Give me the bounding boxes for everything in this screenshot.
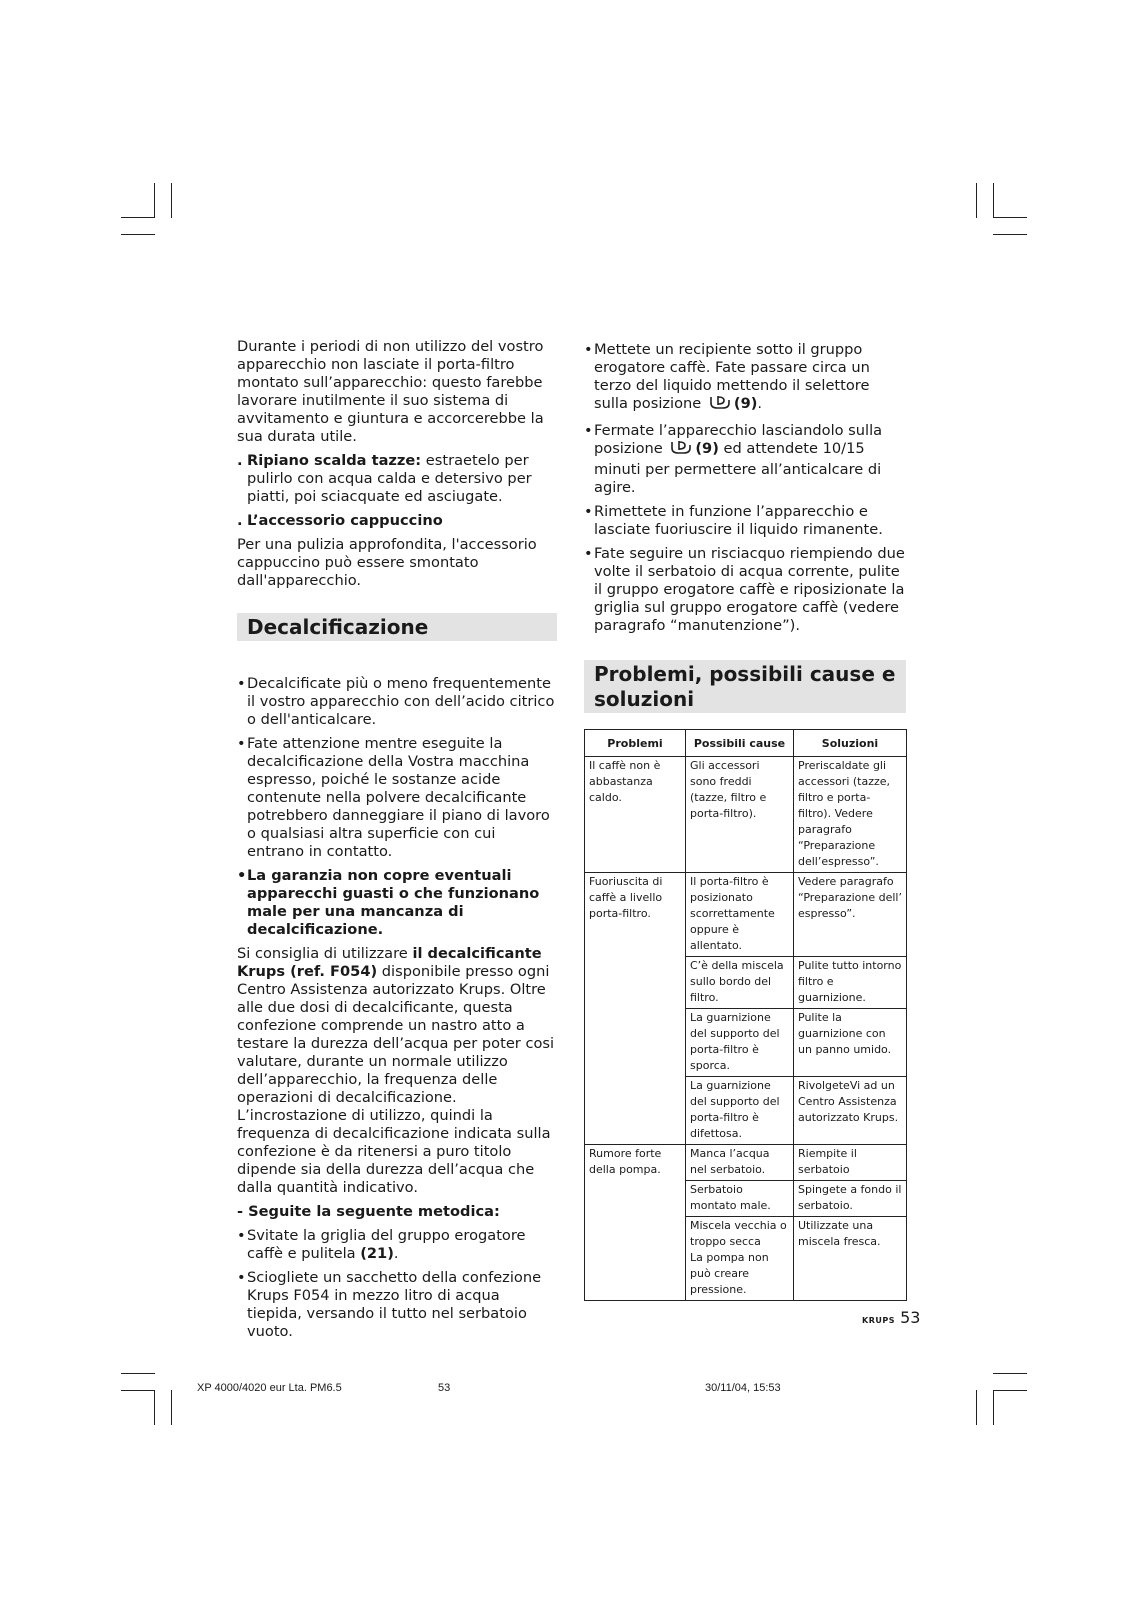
crop-mark-tl-v2 xyxy=(171,183,172,218)
intro-paragraph: Durante i periodi di non utilizzo del vostro apparecchio non lasciate il porta-filtro montato sull’apparecchio: questo farebbe lavorare inutilmente il suo sistema di avvitamento e giuntura e accorcerebbe la sua durata utile. xyxy=(237,338,544,445)
problem-cell-empty xyxy=(585,1217,686,1301)
descaler-paragraph xyxy=(237,945,557,1197)
ripiano-item xyxy=(237,452,557,506)
bullet-icon: • xyxy=(237,1227,246,1244)
list-item-text-end: . xyxy=(393,1245,399,1262)
list-item-text: Sciogliete un sacchetto della confezione Krups F054 in mezzo litro di acqua tiepida, versando il tutto nel serbatoio vuoto. xyxy=(247,1269,542,1340)
descaler-product: il decalcificante Krups (ref. F054) xyxy=(237,945,542,980)
cappuccino-paragraph: Per una pulizia approfondita, l'accessorio cappuccino può essere smontato dall'apparecchio. xyxy=(237,536,537,589)
list-item-text: Mettete un recipiente sotto il gruppo erogatore caffè. Fate passare circa un terzo del liquido mettendo il selettore sulla posizione xyxy=(594,341,870,412)
problem-cell-empty xyxy=(585,957,686,1009)
table-row xyxy=(585,1009,907,1077)
cause-cell: Il porta-filtro è posizionato scorrettamente oppure è allentato. xyxy=(686,873,794,957)
crop-mark-tl-h2 xyxy=(121,234,155,235)
list-item xyxy=(584,545,906,635)
bullet-icon: • xyxy=(237,675,246,692)
cause-cell xyxy=(686,1217,794,1301)
problem-cell-empty xyxy=(585,1009,686,1077)
cause-cell: Manca l’acqua nel serbatoio. xyxy=(686,1145,794,1181)
list-item-text: Rimettete in funzione l’apparecchio e lasciate fuoriuscire il liquido rimanente. xyxy=(594,503,883,538)
troubleshooting-table xyxy=(584,729,907,1301)
footer-page: 53 xyxy=(438,1382,451,1394)
bullet-icon: • xyxy=(584,341,593,358)
list-item-text: Fate seguire un risciacquo riempiendo due volte il serbatoio di acqua corrente, pulite il gruppo erogatore caffè e riposizionate la griglia sul gruppo erogatore caffè (vedere paragrafo “manutenzione”). xyxy=(594,545,905,634)
descaler-text-a: Si consiglia di utilizzare xyxy=(237,945,413,962)
list-item xyxy=(584,503,906,539)
problem-cell-empty xyxy=(585,1077,686,1145)
bullet-icon: • xyxy=(584,545,593,562)
page-number-brand xyxy=(862,1308,920,1327)
footer-file-info: XP 4000/4020 eur Lta. PM6.5 xyxy=(197,1382,342,1394)
crop-mark-tr-v2 xyxy=(993,183,994,218)
steam-selector-icon xyxy=(708,395,732,416)
cappuccino-item xyxy=(237,512,557,530)
crop-mark-tr-h1 xyxy=(993,217,1027,218)
list-marker: . xyxy=(237,452,243,469)
problem-cell: Rumore forte della pompa. xyxy=(585,1145,686,1181)
list-marker: . xyxy=(237,512,243,529)
crop-mark-br-v2 xyxy=(993,1390,994,1425)
bullet-icon: • xyxy=(584,503,593,520)
cause-line: Miscela vecchia o troppo secca xyxy=(690,1219,787,1248)
footer-date: 30/11/04, 15:53 xyxy=(705,1382,781,1394)
list-item xyxy=(237,1269,557,1341)
solution-cell: Pulite la guarnizione con un panno umido. xyxy=(794,1009,907,1077)
page-number: 53 xyxy=(900,1308,921,1327)
table-row xyxy=(585,873,907,957)
column-header: Problemi xyxy=(585,730,686,757)
list-item-text: Svitate la griglia del gruppo erogatore caffè e pulitela xyxy=(247,1227,526,1262)
bullet-icon: • xyxy=(237,1269,246,1286)
krups-logo: KRUPS xyxy=(862,1316,895,1325)
warranty-note xyxy=(237,867,557,939)
crop-mark-tl-h1 xyxy=(121,217,155,218)
list-item-text: Decalcificate più o meno frequentemente il vostro apparecchio con dell’acido citrico o dell'anticalcare. xyxy=(247,675,555,728)
crop-mark-br-v1 xyxy=(976,1390,977,1425)
bullet-icon: • xyxy=(237,735,246,752)
cause-cell: Serbatoio montato male. xyxy=(686,1181,794,1217)
list-item xyxy=(237,735,557,861)
list-item xyxy=(237,675,557,729)
solution-cell: Preriscaldate gli accessori (tazze, filtro e porta-filtro). Vedere paragrafo “Preparazione dell’espresso”. xyxy=(794,757,907,873)
solution-cell: Pulite tutto intorno filtro e guarnizione. xyxy=(794,957,907,1009)
cause-cell: La guarnizione del supporto del porta-filtro è difettosa. xyxy=(686,1077,794,1145)
crop-mark-br-h1 xyxy=(993,1373,1027,1374)
table-header-row xyxy=(585,730,907,757)
left-column xyxy=(237,338,557,1347)
column-header: Soluzioni xyxy=(794,730,907,757)
list-item-text: Fate attenzione mentre eseguite la decalcificazione della Vostra macchina espresso, poiché le sostanze acide contenute nella polvere decalcificante potrebbero danneggiare il piano di lavoro o qualsiasi altra superficie con cui entrano in contatto. xyxy=(247,735,550,860)
list-item xyxy=(584,341,906,416)
solution-cell: Riempite il serbatoio xyxy=(794,1145,907,1181)
part-ref: (9) xyxy=(733,395,758,412)
part-ref: (9) xyxy=(695,440,719,457)
list-item xyxy=(237,1227,557,1263)
cause-cell: C’è della miscela sullo bordo del filtro. xyxy=(686,957,794,1009)
cause-line: La pompa non può creare pressione. xyxy=(690,1251,769,1296)
section-heading-problemi: Problemi, possibili cause e soluzioni xyxy=(584,660,906,713)
crop-mark-br-h2 xyxy=(993,1390,1027,1391)
steam-selector-icon xyxy=(669,440,693,461)
method-heading: - Seguite la seguente metodica: xyxy=(237,1203,500,1220)
list-item xyxy=(584,422,906,497)
crop-mark-tr-h2 xyxy=(993,234,1027,235)
table-row xyxy=(585,1077,907,1145)
table-row xyxy=(585,1217,907,1301)
problem-cell-empty xyxy=(585,1181,686,1217)
solution-cell: Vedere paragrafo “Preparazione dell’ espresso”. xyxy=(794,873,907,957)
column-header: Possibili cause xyxy=(686,730,794,757)
ripiano-label: Ripiano scalda tazze: xyxy=(247,452,422,469)
problem-cell: Il caffè non è abbastanza caldo. xyxy=(585,757,686,873)
table-row xyxy=(585,757,907,873)
descaler-text-b: disponibile presso ogni Centro Assistenza autorizzato Krups. Oltre alle due dosi di decalcificante, questa confezione comprende un nastro atto a testare la durezza dell’acqua per poter cosi valutare, durante un normale utilizzo dell’apparecchio, la frequenza delle operazioni di decalcificazione. L’incrostazione di utilizzo, quindi la frequenza di decalcificazione indicata sulla confezione è da ritenersi a puro titolo dipende sia della durezza dell’acqua che dalla quantità indicativo. xyxy=(237,963,555,1196)
crop-mark-bl-h1 xyxy=(121,1373,155,1374)
cappuccino-label: L’accessorio cappuccino xyxy=(247,512,443,529)
crop-mark-bl-v1 xyxy=(154,1390,155,1425)
crop-mark-bl-h2 xyxy=(121,1390,155,1391)
bullet-icon: • xyxy=(584,422,593,439)
part-ref: (21) xyxy=(360,1245,394,1262)
crop-mark-tl-v1 xyxy=(154,183,155,218)
right-column xyxy=(584,341,906,1301)
table-row xyxy=(585,1181,907,1217)
solution-cell: RivolgeteVi ad un Centro Assistenza autorizzato Krups. xyxy=(794,1077,907,1145)
ripiano-text: estraetelo per pulirlo con acqua calda e detersivo per piatti, poi sciacquate ed asciugate. xyxy=(247,452,532,505)
solution-cell: Utilizzate una miscela fresca. xyxy=(794,1217,907,1301)
cause-cell: La guarnizione del supporto del porta-filtro è sporca. xyxy=(686,1009,794,1077)
warranty-text: La garanzia non copre eventuali apparecchi guasti o che funzionano male per una mancanza di decalcificazione. xyxy=(247,867,540,938)
list-item-text-end: ed attendete 10/15 minuti per permettere all’anticalcare di agire. xyxy=(594,440,882,496)
list-item-text: Fermate l’apparecchio lasciandolo sulla posizione xyxy=(594,422,883,457)
solution-cell: Spingete a fondo il serbatoio. xyxy=(794,1181,907,1217)
cause-cell: Gli accessori sono freddi (tazze, filtro e porta-filtro). xyxy=(686,757,794,873)
table-row xyxy=(585,1145,907,1181)
bullet-icon: • xyxy=(237,867,247,884)
crop-mark-bl-v2 xyxy=(171,1390,172,1425)
list-item-text-end: . xyxy=(757,395,763,412)
section-heading-decalcificazione: Decalcificazione xyxy=(237,613,557,641)
table-row xyxy=(585,957,907,1009)
problem-cell: Fuoriuscita di caffè a livello porta-filtro. xyxy=(585,873,686,957)
crop-mark-tr-v1 xyxy=(976,183,977,218)
